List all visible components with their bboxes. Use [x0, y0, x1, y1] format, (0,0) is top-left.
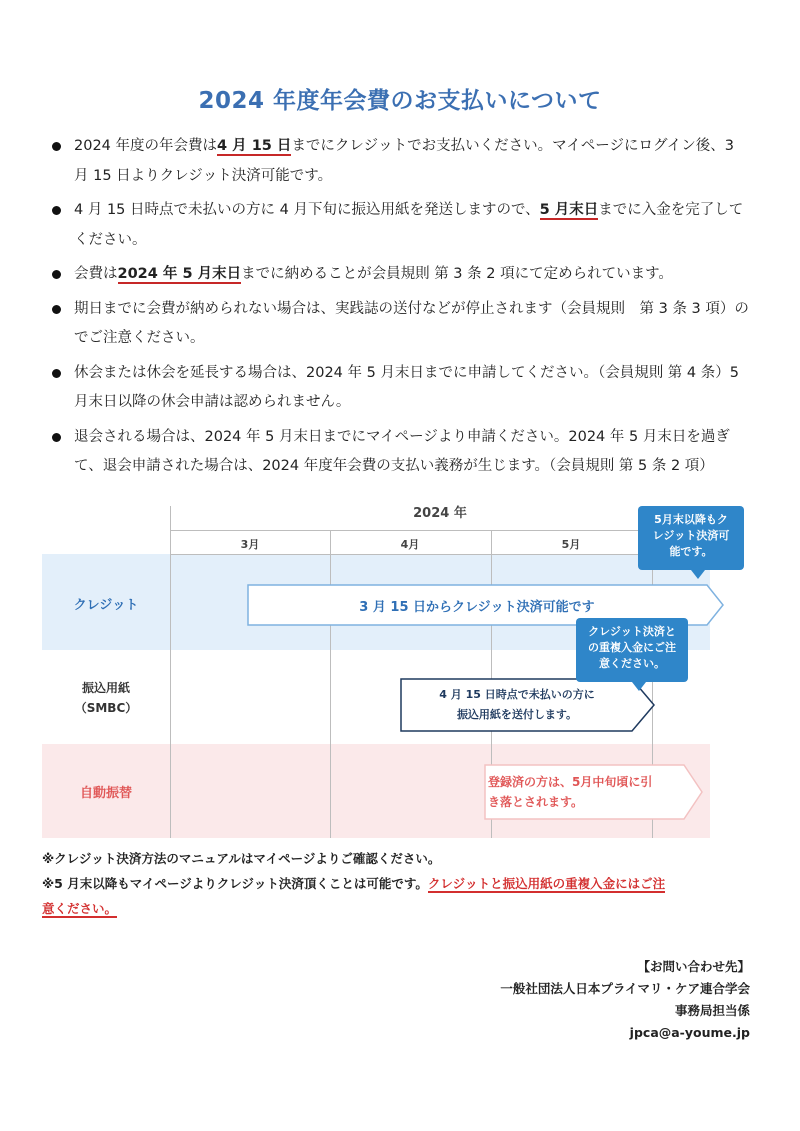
callout-line: 意ください。 — [599, 657, 665, 670]
highlight-deadline: 5 月末日 — [539, 202, 599, 218]
grid-line — [170, 506, 171, 838]
notice-list — [50, 132, 750, 487]
bullet-text: 2024 年度の年会費は — [74, 138, 218, 154]
contact-organization: 一般社団法人日本プライマリ・ケア連合学会 — [500, 981, 750, 996]
contact-email: jpca@a-youme.jp — [629, 1025, 750, 1040]
row-label-furikomi — [42, 678, 170, 718]
bullet-text: までに入金を完了してください。 — [74, 202, 744, 248]
footnote: ※クレジット決済方法のマニュアルはマイページよりご確認ください。 — [42, 851, 441, 866]
footnote — [42, 871, 758, 921]
bar-line: 振込用紙を送付します。 — [456, 708, 578, 721]
auto-bar-text — [488, 764, 684, 820]
duplicate-payment-warning: 意ください。 — [42, 901, 118, 916]
list-item — [50, 295, 750, 354]
callout-line: レジット決済可 — [652, 529, 730, 542]
bullet-text: までに納めることが会員規則 第 3 条 2 項にて定められています。 — [241, 266, 673, 282]
contact-department: 事務局担当係 — [674, 1003, 750, 1018]
highlight-deadline: 2024 年 5 月末日 — [117, 266, 242, 282]
header-divider — [170, 554, 710, 555]
bullet-text: 会費は — [74, 266, 118, 282]
row-label-auto: 自動振替 — [79, 786, 132, 801]
bullet-text: までにクレジットでお支払いください。マイページにログイン後、3 月 15 日よりクレジット決済可能です。 — [74, 138, 734, 184]
bullet-text: 期日までに会費が納められない場合は、実践誌の送付などが停止されます（会員規則 第 3 条 3 項）のでご注意ください。 — [74, 300, 749, 346]
bar-line: き落とされます。 — [488, 795, 584, 809]
payment-timeline — [42, 498, 730, 840]
row-label-line: 振込用紙 — [81, 681, 130, 695]
furikomi-bar-text — [400, 678, 634, 732]
contact-block — [500, 956, 750, 1044]
grid-line — [330, 530, 331, 838]
bullet-text: 4 月 15 日時点で未払いの方に 4 月下旬に振込用紙を発送しますので、 — [74, 202, 540, 218]
highlight-deadline: 4 月 15 日 — [217, 138, 292, 154]
bar-line: 登録済の方は、5月中旬頃に引 — [488, 775, 653, 789]
callout-line: 能です。 — [669, 545, 713, 558]
footnotes — [42, 846, 758, 921]
bullet-text: 退会される場合は、2024 年 5 月末日までにマイページより申請ください。2024 年 5 月末日を過ぎて、退会申請された場合は、2024 年度年会費の支払い義務が生じます。（会員規則 第 5 条 2 項） — [74, 428, 730, 474]
month-label: 3月 — [240, 538, 260, 551]
bar-line: 4 月 15 日時点で未払いの方に — [439, 688, 595, 701]
callout-line: の重複入金にご注 — [588, 641, 676, 654]
list-item — [50, 132, 750, 191]
callout-duplicate-warning — [576, 618, 688, 682]
month-label: 5月 — [561, 538, 581, 551]
bullet-text: 休会または休会を延長する場合は、2024 年 5 月末日までに申請してください。（会員規則 第 4 条）5 月末日以降の休会申請は認められません。 — [74, 364, 739, 410]
contact-heading: 【お問い合わせ先】 — [637, 959, 750, 974]
credit-bar-text: 3 月 15 日からクレジット決済可能です — [359, 599, 595, 615]
callout-line: クレジット決済と — [588, 625, 676, 638]
list-item — [50, 260, 750, 290]
list-item — [50, 359, 750, 418]
callout-credit-after-may — [638, 506, 744, 570]
header-divider — [170, 530, 710, 531]
row-label-line: （SMBC） — [74, 701, 138, 715]
row-label-credit: クレジット — [73, 598, 139, 613]
page-title: 2024 年度年会費のお支払いについて — [198, 88, 602, 114]
callout-line: 5月末以降もク — [654, 513, 728, 526]
month-label: 4月 — [400, 538, 420, 551]
duplicate-payment-warning: クレジットと振込用紙の重複入金にはご注 — [427, 876, 666, 891]
list-item — [50, 196, 750, 255]
list-item — [50, 423, 750, 482]
footnote-text: ※5 月末以降もマイページよりクレジット決済頂くことは可能です。 — [42, 876, 428, 891]
timeline-year: 2024 年 — [413, 506, 467, 521]
